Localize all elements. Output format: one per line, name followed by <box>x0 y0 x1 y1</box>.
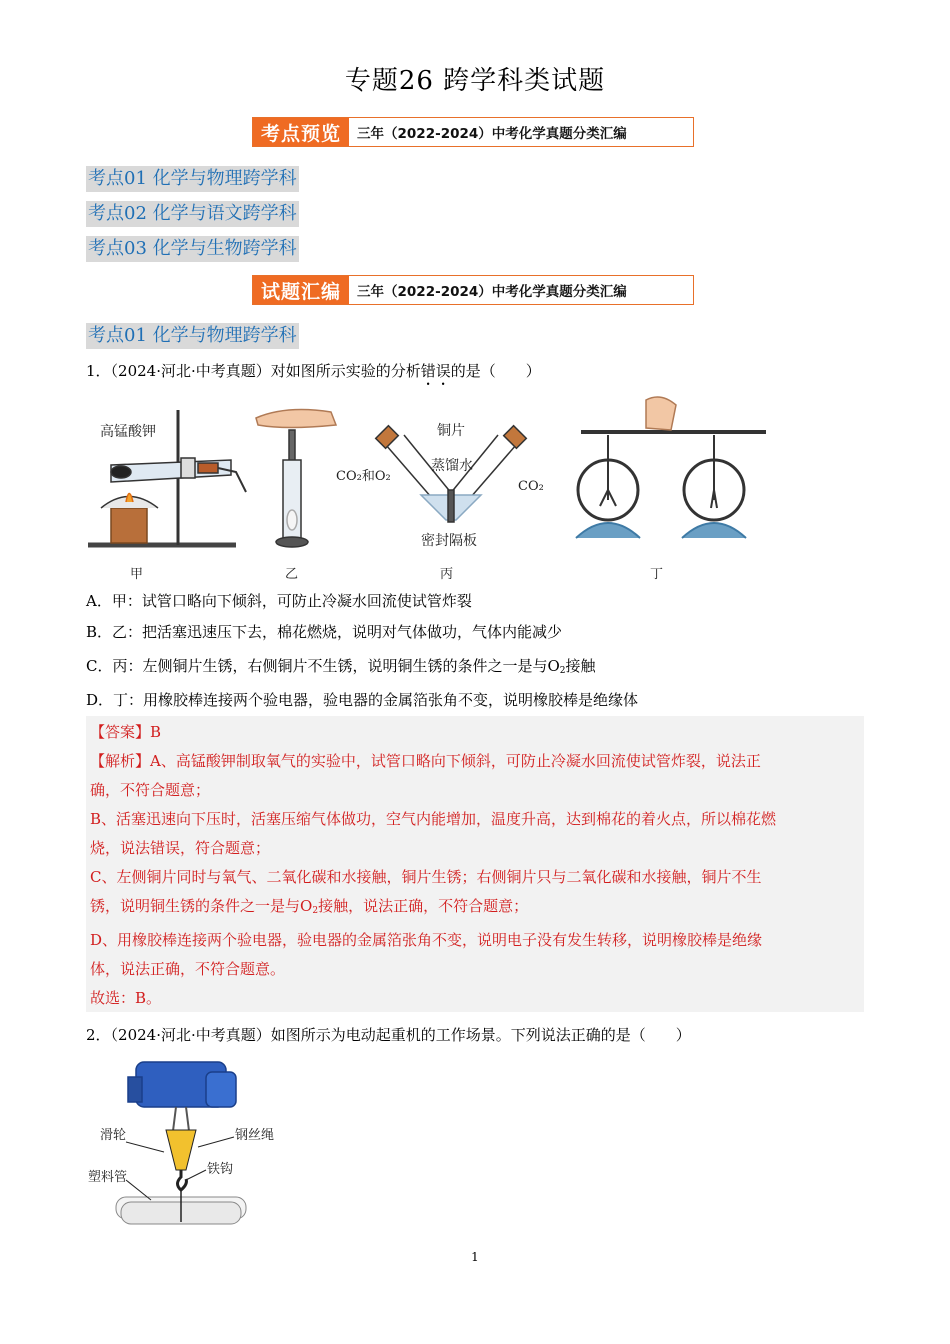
crane-motor <box>128 1062 236 1107</box>
exam-banner <box>252 275 694 305</box>
label-wire: 钢丝绳 <box>235 1128 275 1143</box>
answer-line: 【答案】B <box>90 723 162 741</box>
preview-banner <box>252 117 694 147</box>
label-hook: 铁钩 <box>207 1162 234 1177</box>
label-co2o2: CO₂和O₂ <box>336 469 391 484</box>
question-2-stem: 2．（2024·河北·中考真题）如图所示为电动起重机的工作场景。下列说法正确的是（ ） <box>86 1026 691 1044</box>
label-co2: CO₂ <box>518 479 544 494</box>
analysis-b1: B、活塞迅速向下压时，活塞压缩气体做功，空气内能增加，温度升高，达到棉花的着火点，所以棉花燃 <box>90 810 777 828</box>
q1-option-b: B．乙：把活塞迅速压下去，棉花燃烧，说明对气体做功，气体内能减少 <box>86 623 563 641</box>
label-water: 蒸馏水 <box>431 458 473 474</box>
analysis-c2: 锈，说明铜生锈的条件之一是与$O_2$接触，说法正确，不符合题意； <box>90 897 529 916</box>
answer-analysis-box <box>86 716 864 1012</box>
q1-option-c-pre: C．丙：左侧铜片生锈，右侧铜片不生锈，说明铜生锈的条件之一是与 <box>86 657 548 675</box>
toc-item-2[interactable]: 考点02 化学与语文跨学科 <box>86 201 299 227</box>
caption-jia: 甲 <box>130 567 144 582</box>
toc-item-1[interactable]: 考点01 化学与物理跨学科 <box>86 166 299 192</box>
q1-stem-before: 1．（2024·河北·中考真题）对如图所示实验的分析 <box>86 362 421 380</box>
label-pipe: 塑料管 <box>88 1170 128 1185</box>
analysis-a1: 【解析】A、高锰酸钾制取氧气的实验中，试管口略向下倾斜，可防止冷凝水回流使试管炸裂，说法正 <box>90 752 761 770</box>
label-kmno4: 高锰酸钾 <box>100 424 156 440</box>
question-1-stem <box>86 360 541 389</box>
exam-banner-tag: 试题汇编 <box>253 276 349 304</box>
q1-option-a: A．甲：试管口略向下倾斜，可防止冷凝水回流使试管炸裂 <box>86 592 472 610</box>
q1-option-c-post: 接触 <box>565 657 596 675</box>
q1-option-c <box>86 655 596 682</box>
figure-yi <box>256 410 336 547</box>
analysis-c1: C、左侧铜片同时与氧气、二氧化碳和水接触，铜片生锈；右侧铜片只与二氧化碳和水接触，铜片不生 <box>90 868 762 886</box>
caption-ding: 丁 <box>650 567 664 582</box>
toc-item-3[interactable]: 考点03 化学与生物跨学科 <box>86 236 299 262</box>
q1-stem-after: 的是（ ） <box>450 362 541 380</box>
exam-banner-text: 三年（2022-2024）中考化学真题分类汇编 <box>357 284 627 300</box>
analysis-final: 故选：B。 <box>90 989 162 1007</box>
q1-option-d: D．丁：用橡胶棒连接两个验电器，验电器的金属箔张角不变，说明橡胶棒是绝缘体 <box>86 691 639 709</box>
q1-stem-emph: 错误 <box>420 362 451 380</box>
page-number: 1 <box>471 1250 479 1264</box>
page-title: 专题26 跨学科类试题 <box>344 66 606 96</box>
analysis-d2: 体，说法正确，不符合题意。 <box>90 960 286 978</box>
analysis-d1: D、用橡胶棒连接两个验电器，验电器的金属箔张角不变，说明电子没有发生转移，说明橡胶棒是绝缘 <box>90 931 763 949</box>
section-heading: 考点01 化学与物理跨学科 <box>86 323 299 349</box>
o2-formula: $O_2$ <box>547 657 566 676</box>
caption-bing: 丙 <box>440 567 454 582</box>
o2-formula-2: $O_2$ <box>300 897 319 916</box>
preview-banner-tag: 考点预览 <box>253 118 349 146</box>
caption-yi: 乙 <box>285 567 299 582</box>
label-seal: 密封隔板 <box>421 533 477 549</box>
analysis-b2: 烧，说法错误，符合题意； <box>90 839 271 857</box>
figure-ding <box>576 397 766 538</box>
label-pulley: 滑轮 <box>100 1128 127 1143</box>
analysis-a2: 确，不符合题意； <box>90 781 211 799</box>
preview-banner-text: 三年（2022-2024）中考化学真题分类汇编 <box>357 126 627 142</box>
label-copper: 铜片 <box>437 423 465 439</box>
q1-figure <box>86 390 766 590</box>
